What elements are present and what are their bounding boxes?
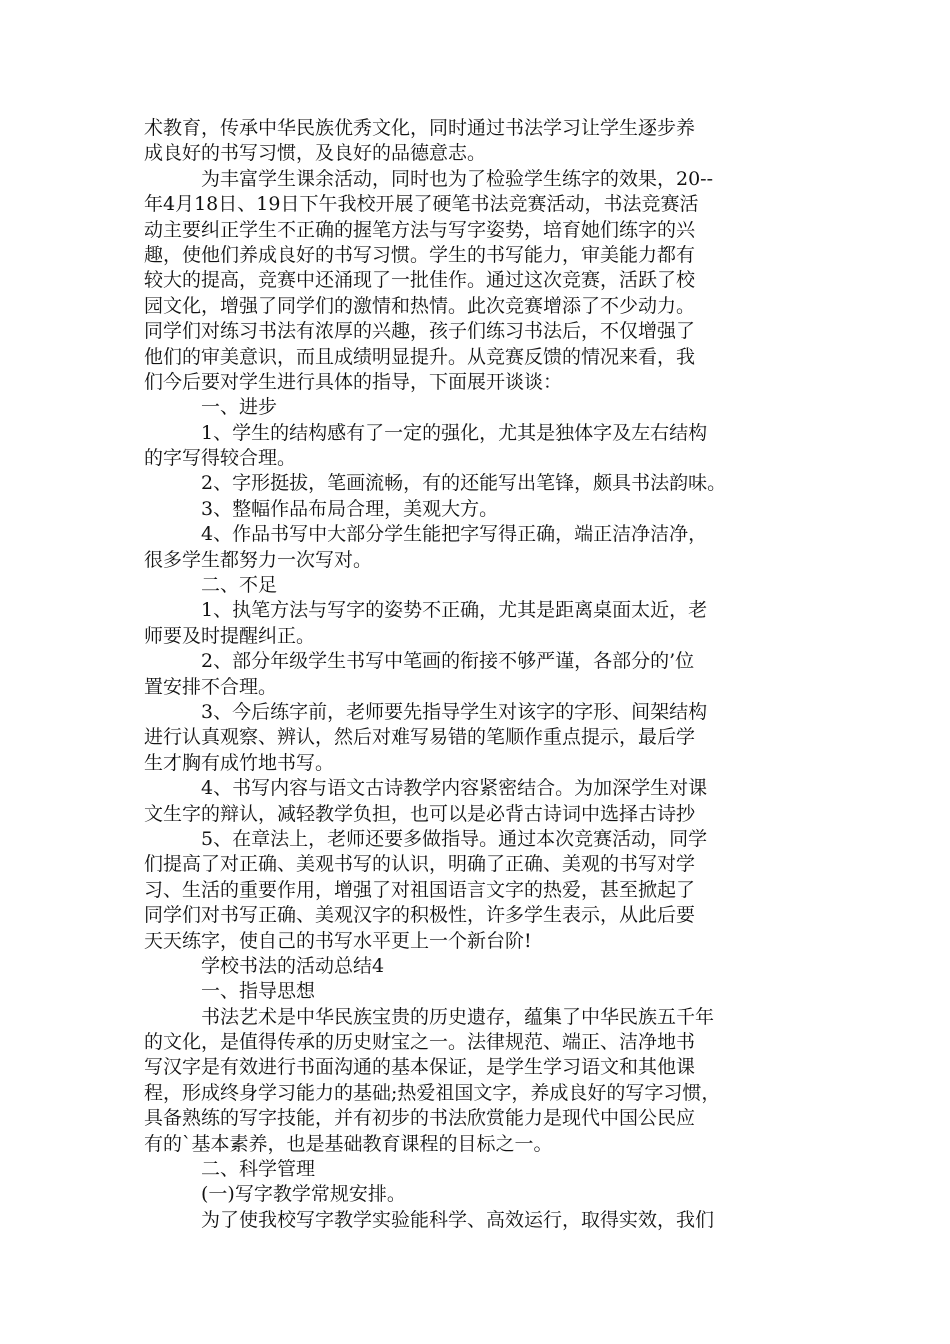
- text-line: 的字写得较合理。: [144, 447, 297, 470]
- text-line: 趣，使他们养成良好的书写习惯。学生的书写能力，审美能力都有: [144, 243, 696, 266]
- text-line: 很多学生都努力一次写对。: [144, 548, 373, 571]
- text-line: 书法艺术是中华民族宝贵的历史遗存，蕴集了中华民族五千年: [201, 1005, 715, 1028]
- text-line: 进行认真观察、辨认，然后对难写易错的笔顺作重点提示，最后学: [144, 726, 696, 749]
- text-line: 写汉字是有效进行书面沟通的基本保证，是学生学习语文和其他课: [144, 1056, 696, 1079]
- text-line: 园文化，增强了同学们的激情和热情。此次竞赛增添了不少动力。: [144, 294, 696, 317]
- text-line: 师要及时提醒纠正。: [144, 624, 316, 647]
- text-line: 2、字形挺拔，笔画流畅，有的还能写出笔锋，颇具书法韵味。: [201, 472, 727, 495]
- text-line: 1、学生的结构感有了一定的强化，尤其是独体字及左右结构: [201, 421, 708, 444]
- text-line: 文生字的辩认，减轻教学负担，也可以是必背古诗词中选择古诗抄: [144, 802, 696, 825]
- text-line: 年4月18日、19日下午我校开展了硬笔书法竞赛活动，书法竞赛活: [144, 193, 699, 216]
- text-line: 成良好的书写习惯，及良好的品德意志。: [144, 142, 487, 165]
- text-line: 较大的提高，竞赛中还涌现了一批佳作。通过这次竞赛，活跃了校: [144, 269, 696, 292]
- text-line: 具备熟练的写字技能，并有初步的书法欣赏能力是现代中国公民应: [144, 1107, 696, 1130]
- text-line: 二、科学管理: [201, 1158, 316, 1181]
- text-line: 二、不足: [201, 574, 278, 597]
- text-line: 3、整幅作品布局合理，美观大方。: [201, 497, 499, 520]
- text-line: 动主要纠正学生不正确的握笔方法与写字姿势，培育她们练字的兴: [144, 218, 696, 241]
- text-line: 3、今后练字前，老师要先指导学生对该字的字形、间架结构: [201, 700, 708, 723]
- text-line: 为了使我校写字教学实验能科学、高效运行，取得实效，我们: [201, 1208, 715, 1231]
- text-line: 一、进步: [201, 396, 278, 419]
- text-line: 同学们对练习书法有浓厚的兴趣，孩子们练习书法后，不仅增强了: [144, 320, 696, 343]
- text-line: 术教育，传承中华民族优秀文化，同时通过书法学习让学生逐步养: [144, 117, 696, 139]
- text-line: 2、部分年级学生书写中笔画的衔接不够严谨，各部分的’位: [201, 650, 695, 673]
- text-line: 们今后要对学生进行具体的指导，下面展开谈谈：: [144, 370, 563, 393]
- text-line: 生才胸有成竹地书写。: [144, 751, 335, 774]
- text-line: (一)写字教学常规安排。: [201, 1183, 406, 1206]
- text-line: 同学们对书写正确、美观汉字的积极性，许多学生表示，从此后要: [144, 904, 696, 927]
- text-line: 的文化，是值得传承的历史财宝之一。法律规范、端正、洁净地书: [144, 1031, 696, 1054]
- text-line: 5、在章法上，老师还要多做指导。通过本次竞赛活动，同学: [201, 827, 708, 850]
- text-line: 程，形成终身学习能力的基础;热爱祖国文字，养成良好的写字习惯，: [144, 1081, 721, 1104]
- text-line: 一、指导思想: [201, 980, 316, 1003]
- text-line: 1、执笔方法与写字的姿势不正确，尤其是距离桌面太近，老: [201, 599, 708, 622]
- text-line: 他们的审美意识，而且成绩明显提升。从竞赛反馈的情况来看，我: [144, 345, 696, 368]
- text-line: 4、书写内容与语文古诗教学内容紧密结合。为加深学生对课: [201, 777, 708, 800]
- text-line: 学校书法的活动总结4: [201, 954, 385, 977]
- text-line: 4、作品书写中大部分学生能把字写得正确，端正洁净洁净，: [201, 523, 708, 546]
- text-line: 习、生活的重要作用，增强了对祖国语言文字的热爱，甚至掀起了: [144, 878, 696, 901]
- text-line: 置安排不合理。: [144, 675, 278, 698]
- text-line: 有的`基本素养，也是基础教育课程的目标之一。: [144, 1132, 553, 1155]
- text-line: 为丰富学生课余活动，同时也为了检验学生练字的效果，20--: [201, 167, 714, 190]
- text-line: 们提高了对正确、美观书写的认识，明确了正确、美观的书写对学: [144, 853, 696, 876]
- text-line: 天天练字，使自己的书写水平更上一个新台阶!: [144, 929, 532, 952]
- document-body: [144, 116, 808, 1233]
